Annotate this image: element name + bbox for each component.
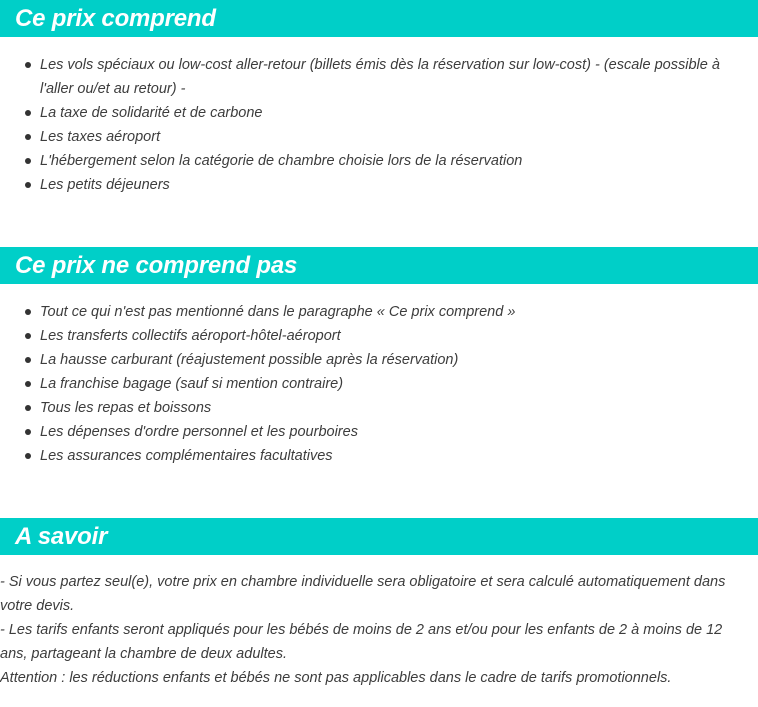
list-item: Tout ce qui n'est pas mentionné dans le paragraphe « Ce prix comprend »: [0, 300, 758, 324]
info-header: [0, 518, 758, 555]
list-item: Les dépenses d'ordre personnel et les pourboires: [0, 420, 758, 444]
included-list: [0, 53, 758, 197]
list-item: Tous les repas et boissons: [0, 396, 758, 420]
list-item: Les vols spéciaux ou low-cost aller-retour (billets émis dès la réservation sur low-cost) - (escale possible à l'aller ou/et au retour) -: [0, 53, 758, 101]
list-item: Les petits déjeuners: [0, 173, 758, 197]
list-item: L'hébergement selon la catégorie de chambre choisie lors de la réservation: [0, 149, 758, 173]
excluded-header: [0, 247, 758, 284]
info-title: A savoir: [15, 523, 108, 550]
included-title: Ce prix comprend: [15, 5, 216, 32]
list-item: La hausse carburant (réajustement possible après la réservation): [0, 348, 758, 372]
excluded-title: Ce prix ne comprend pas: [15, 252, 298, 279]
info-line: Attention : les réductions enfants et bébés ne sont pas applicables dans le cadre de tarifs promotionnels.: [0, 670, 672, 686]
info-notes: [0, 570, 752, 690]
included-header: [0, 0, 758, 37]
list-item: La taxe de solidarité et de carbone: [0, 101, 758, 125]
list-item: Les assurances complémentaires facultatives: [0, 444, 758, 468]
list-item: Les transferts collectifs aéroport-hôtel-aéroport: [0, 324, 758, 348]
list-item: La franchise bagage (sauf si mention contraire): [0, 372, 758, 396]
info-line: - Si vous partez seul(e), votre prix en chambre individuelle sera obligatoire et sera calculé automatiquement dans votre devis.: [0, 574, 726, 614]
excluded-list: [0, 300, 758, 468]
info-line: - Les tarifs enfants seront appliqués pour les bébés de moins de 2 ans et/ou pour les enfants de 2 à moins de 12 ans, partageant la chambre de deux adultes.: [0, 622, 723, 662]
list-item: Les taxes aéroport: [0, 125, 758, 149]
